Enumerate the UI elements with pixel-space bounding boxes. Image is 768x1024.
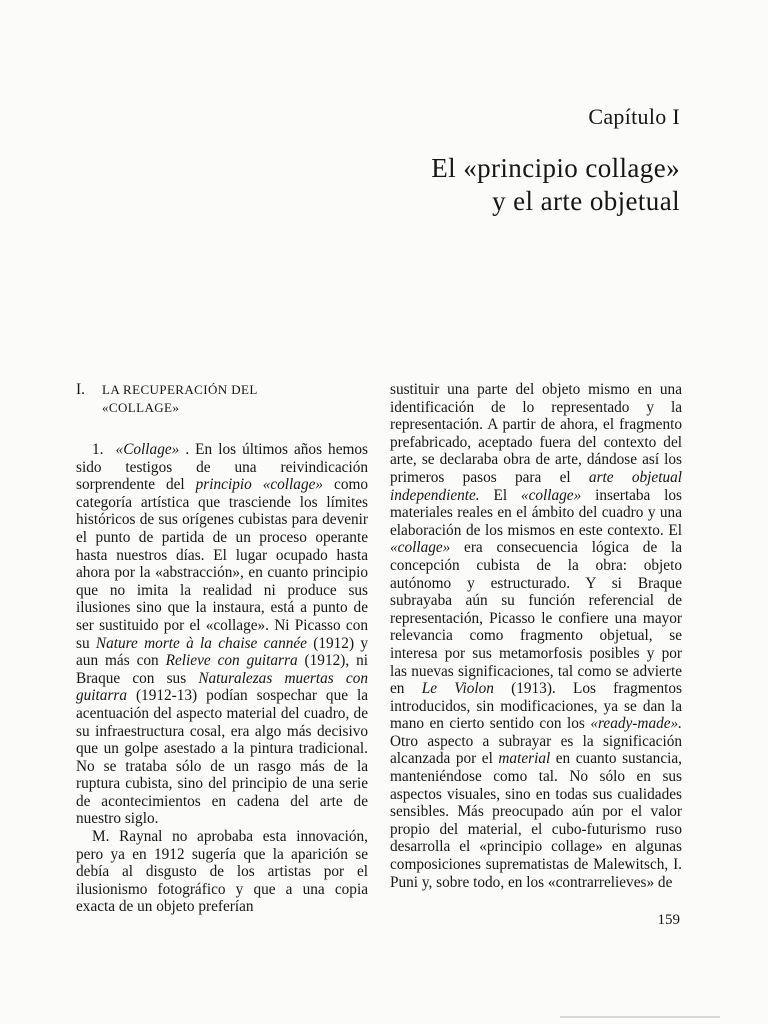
italic-term: «ready-made». — [590, 715, 682, 733]
italic-term: arte objetual independiente. — [390, 468, 682, 504]
text-run: como categoría artística que trasciende los límites históricos de sus orígenes cubistas para devenir el punto de partida de un proceso operante hasta nuestros días. El lugar ocupado hasta ahora por la «abstracción», en cuanto principio que no imita la realidad ni produce sus ilusiones sino que la instaura, está a punto de ser sustituido por el «collage». Ni Picasso con su — [76, 476, 369, 652]
chapter-title — [431, 152, 680, 218]
text-run: sustituir una parte del objeto mismo en una identificación de lo representado y la representación. A partir de ahora, el fragmento prefabricado, aceptado fuera del contexto del arte, se declaraba obra de arte, dándose así los primeros pasos para el — [390, 381, 682, 486]
artwork-title: Naturalezas muertas con guitarra — [76, 669, 368, 705]
italic-term: material — [498, 750, 551, 768]
text-run: (1912-13) podían sospechar que la acentuación del aspecto material del cuadro, de su infraestructura cosal, era algo más decisivo que un golpe asestado a la pintura tradicional. No se trataba sólo de un rasgo más de la ruptura cubista, sino del principio de una serie de acontecimientos en cadena del arte de nuestro siglo. — [76, 687, 368, 828]
text-run: Otro aspecto a subrayar es la significación alcanzada por el — [390, 732, 682, 768]
chapter-title-line-1: El «principio collage» — [431, 153, 680, 183]
artwork-title: Le Violon — [421, 680, 494, 698]
text-run: insertaba los materiales reales en el ámbito del cuadro y una elaboración de los mismos en este contexto. El — [390, 486, 683, 539]
right-column — [390, 381, 682, 891]
paragraph-heading: «Collage» — [115, 441, 180, 458]
italic-term: principio «collage» — [195, 476, 324, 494]
paragraph-1 — [76, 441, 368, 828]
scan-edge-mark — [560, 1016, 720, 1018]
text-run: (1913). Los fragmentos introducidos, sin modificaciones, ya se dan la mano en cierto sentido con los — [390, 680, 682, 733]
section-number: I. — [76, 381, 85, 398]
paragraph-2: M. Raynal no aprobaba esta innovación, pero ya en 1912 sugería que la aparición se debía al disgusto de los artistas por el ilusionismo fotográfico y que a una copia exacta de un objeto preferían — [76, 828, 368, 916]
section-title-line-2: «COLLAGE» — [102, 400, 180, 415]
text-run: . En los últimos años hemos sido testigos de una reivindicación sorprendente del — [76, 441, 368, 494]
text-run: era consecuencia lógica de la concepción cubista de la obra: objeto autónomo y estructurado. Y si Braque subrayaba aún su función referencial de representación, Picasso le confiere una mayor relevancia como fragmento objetual, se interesa por sus metamorfosis posibles y por las nuevas significaciones, tal como se advierte en — [390, 539, 682, 698]
section-heading — [76, 381, 368, 417]
text-run: en cuanto sustancia, manteniéndose como tal. No sólo en sus aspectos visuales, sino en todas sus cualidades sensibles. Más preocupado aún por el valor propio del material, el cubo-futurismo ruso desarrolla el «principio collage» en algunas composiciones suprematistas de Malewitsch, I. Puni y, sobre todo, en los «contrarrelieves» de — [390, 750, 682, 891]
italic-term: «collage» — [520, 486, 582, 504]
paragraph-continuation — [390, 381, 682, 891]
text-run: (1912), ni Braque con sus — [76, 652, 368, 687]
page-number: 159 — [657, 912, 680, 928]
left-column — [76, 381, 368, 916]
text-run: El — [479, 486, 521, 504]
chapter-label: Capítulo I — [588, 104, 680, 129]
text-run: (1912) y aun más con — [76, 634, 368, 670]
artwork-title: Nature morte à la chaise cannée — [95, 634, 307, 652]
section-title-line-1: LA RECUPERACIÓN DEL — [102, 382, 258, 397]
artwork-title: Relieve con guitarra — [165, 652, 298, 670]
italic-term: «collage» — [390, 539, 451, 557]
chapter-title-line-2: y el arte objetual — [492, 186, 680, 216]
paragraph-number: 1. — [92, 441, 104, 458]
